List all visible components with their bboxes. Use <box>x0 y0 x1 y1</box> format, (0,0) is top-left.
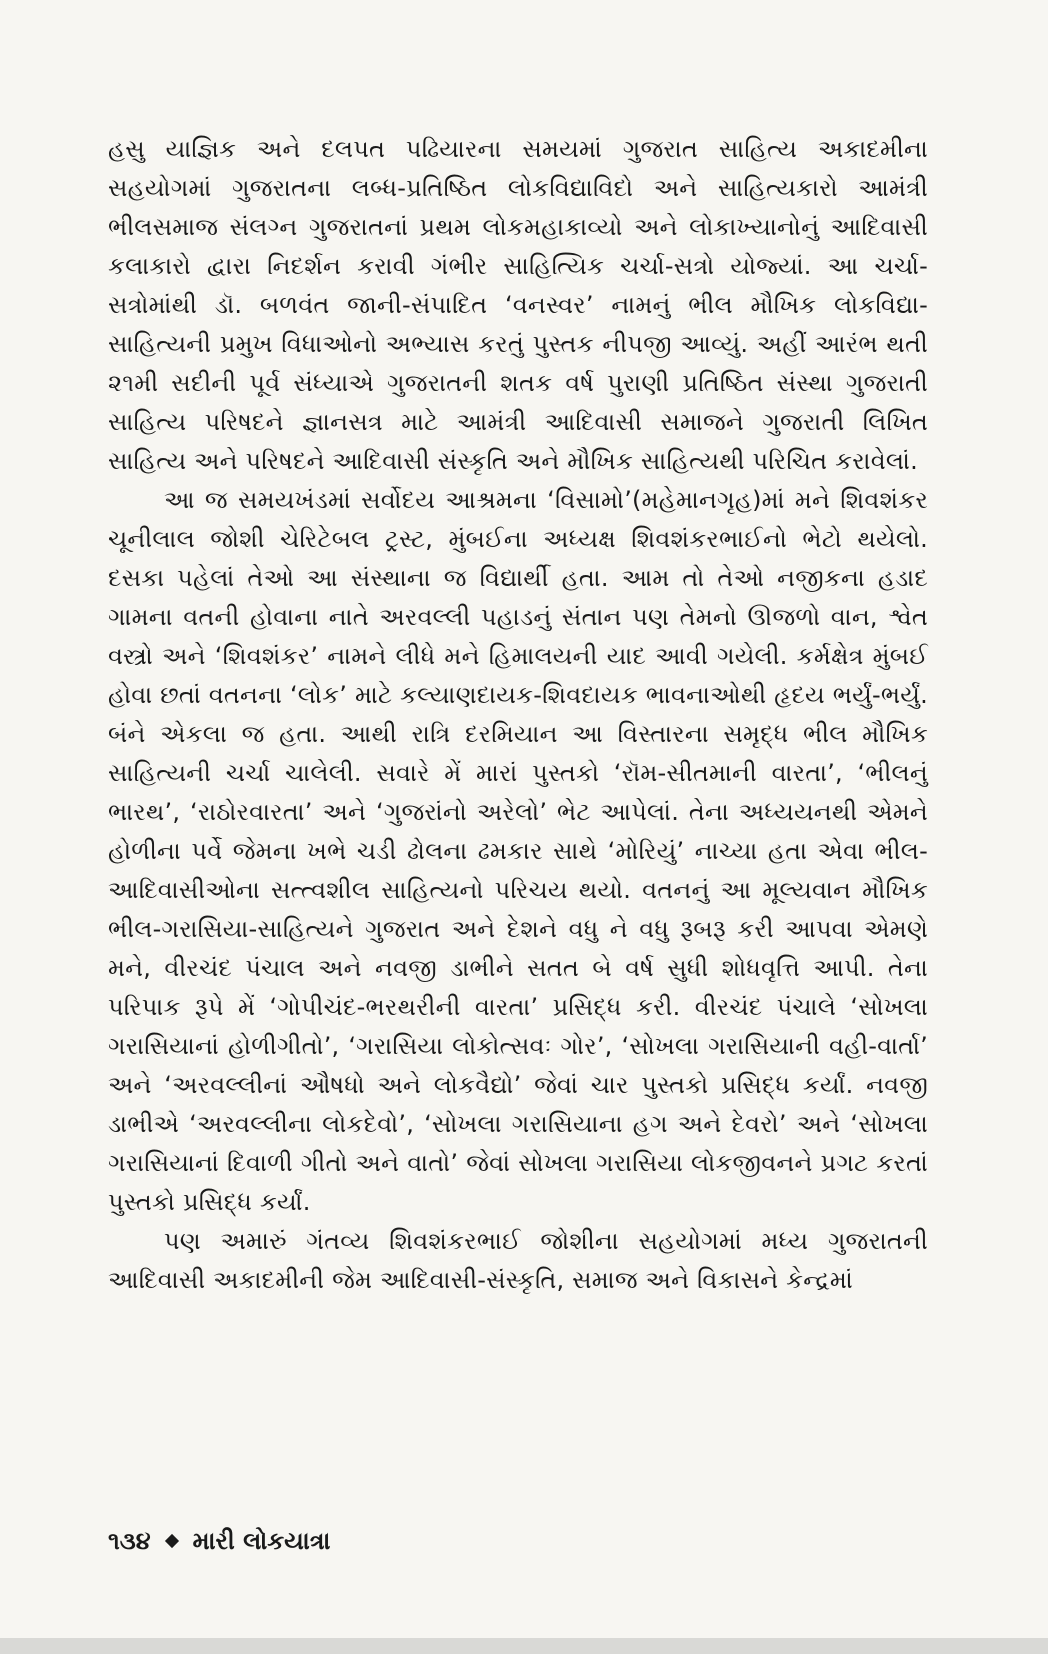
paragraph-3: પણ અમારું ગંતવ્ય શિવશંકરભાઈ જોશીના સહયોગમાં મધ્ય ગુજરાતની આદિવાસી અકાદમીની જેમ આદિવાસી-સંસ્કૃતિ, સમાજ અને વિકાસને કેન્દ્રમાં <box>108 1227 928 1294</box>
paragraph-1: હસુ યાજ્ઞિક અને દલપત પઢિયારના સમયમાં ગુજરાત સાહિત્ય અકાદમીના સહયોગમાં ગુજરાતના લબ્ધ-પ્રતિષ્ઠિત લોકવિદ્યાવિદો અને સાહિત્યકારો આમંત્રી ભીલસમાજ સંલગ્ન ગુજરાતનાં પ્રથમ લોકમહાકાવ્યો અને લોકાખ્યાનોનું આદિવાસી કલાકારો દ્વારા નિદર્શન કરાવી ગંભીર સાહિત્યિક ચર્ચા-સત્રો યોજ્યાં. આ ચર્ચા-સત્રોમાંથી ડૉ. બળવંત જાની-સંપાદિત ‘વનસ્વર’ નામનું ભીલ મૌખિક લોકવિદ્યા-સાહિત્યની પ્રમુખ વિધાઓનો અભ્યાસ કરતું પુસ્તક નીપજી આવ્યું. અહીં આરંભ થતી ૨૧મી સદીની પૂર્વ સંધ્યાએ ગુજરાતની શતક વર્ષ પુરાણી પ્રતિષ્ઠિત સંસ્થા ગુજરાતી સાહિત્ય પરિષદને જ્ઞાનસત્ર માટે આમંત્રી આદિવાસી સમાજને ગુજરાતી લિખિત સાહિત્ય અને પરિષદને આદિવાસી સંસ્કૃતિ અને મૌખિક સાહિત્યથી પરિચિત કરાવેલાં. <box>108 135 928 475</box>
page-number: ૧૩૪ <box>108 1527 151 1555</box>
body-text <box>108 130 928 1300</box>
page-footer <box>108 1527 330 1555</box>
paragraph-2: આ જ સમયખંડમાં સર્વોદય આશ્રમના ‘વિસામો’(મહેમાનગૃહ)માં મને શિવશંકર ચૂનીલાલ જોશી ચેરિટેબલ ટ્રસ્ટ, મુંબઈના અધ્યક્ષ શિવશંકરભાઈનો ભેટો થયેલો. દસકા પહેલાં તેઓ આ સંસ્થાના જ વિદ્યાર્થી હતા. આમ તો તેઓ નજીકના હડાદ ગામના વતની હોવાના નાતે અરવલ્લી પહાડનું સંતાન પણ તેમનો ઊજળો વાન, શ્વેત વસ્ત્રો અને ‘શિવશંકર’ નામને લીધે મને હિમાલયની યાદ આવી ગયેલી. કર્મક્ષેત્ર મુંબઈ હોવા છતાં વતનના ‘લોક’ માટે કલ્યાણદાયક-શિવદાયક ભાવનાઓથી હૃદય ભર્યું-ભર્યું. બંને એકલા જ હતા. આથી રાત્રિ દરમિયાન આ વિસ્તારના સમૃદ્ધ ભીલ મૌખિક સાહિત્યની ચર્ચા ચાલેલી. સવારે મેં મારાં પુસ્તકો ‘રૉમ-સીતમાની વારતા’, ‘ભીલનું ભારથ’, ‘રાઠોરવારતા’ અને ‘ગુજરાંનો અરેલો’ ભેટ આપેલાં. તેના અધ્યયનથી એમને હોળીના પર્વે જેમના ખભે ચડી ઢોલના ઢમકાર સાથે ‘મોરિયું’ નાચ્યા હતા એવા ભીલ-આદિવાસીઓના સત્ત્વશીલ સાહિત્યનો પરિચય થયો. વતનનું આ મૂલ્યવાન મૌખિક ભીલ-ગરાસિયા-સાહિત્યને ગુજરાત અને દેશને વધુ ને વધુ રૂબરૂ કરી આપવા એમણે મને, વીરચંદ પંચાલ અને નવજી ડાભીને સતત બે વર્ષ સુધી શોધવૃત્તિ આપી. તેના પરિપાક રૂપે મેં ‘ગોપીચંદ-ભરથરીની વારતા’ પ્રસિદ્ધ કરી. વીરચંદ પંચાલે ‘સોખલા ગરાસિયાનાં હોળીગીતો’, ‘ગરાસિયા લોકોત્સવઃ ગોર’, ‘સોખલા ગરાસિયાની વહી-વાર્તા’ અને ‘અરવલ્લીનાં ઔષધો અને લોકવૈદ્યો’ જેવાં ચાર પુસ્તકો પ્રસિદ્ધ કર્યાં. નવજી ડાભીએ ‘અરવલ્લીના લોકદેવો’, ‘સોખલા ગરાસિયાના હગ અને દેવરો’ અને ‘સોખલા ગરાસિયાનાં દિવાળી ગીતો અને વાતો’ જેવાં સોખલા ગરાસિયા લોકજીવનને પ્રગટ કરતાં પુસ્તકો પ્રસિદ્ધ કર્યાં. <box>108 486 928 1216</box>
diamond-separator-icon <box>165 1534 179 1548</box>
book-title: મારી લોકયાત્રા <box>192 1527 331 1555</box>
